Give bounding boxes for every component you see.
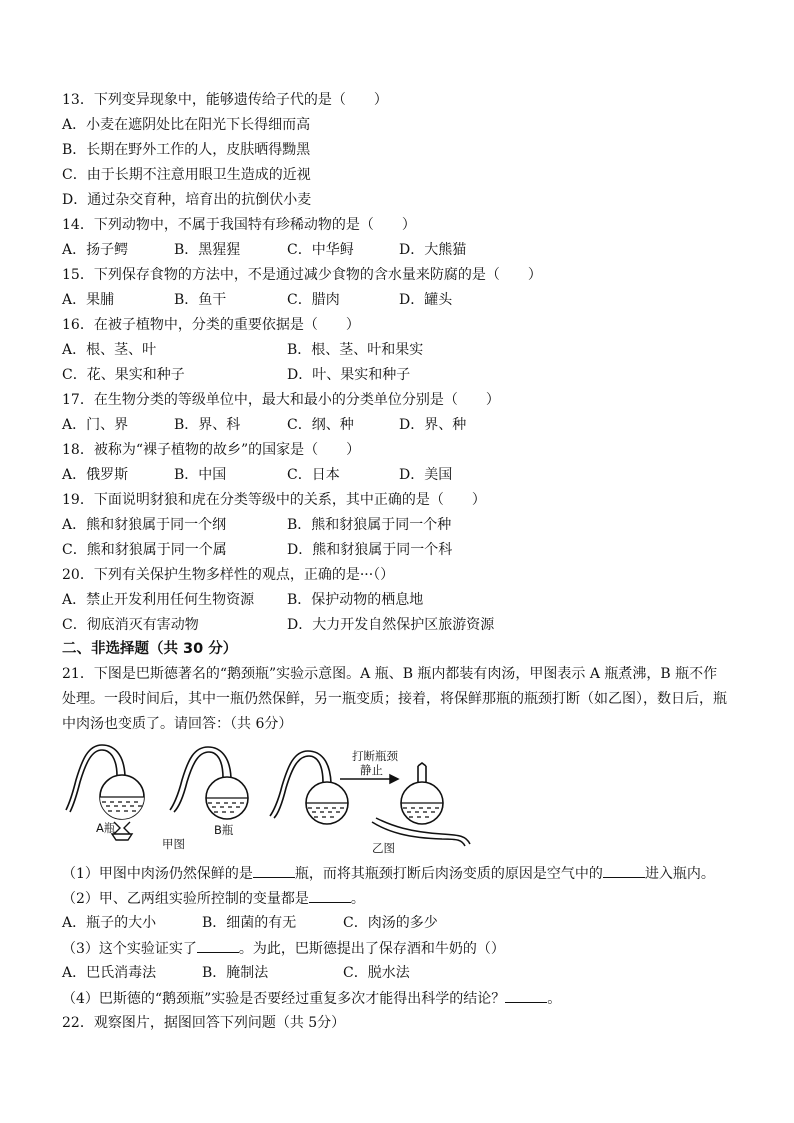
question-13-option-d: D．通过杂交育种，培育出的抗倒伏小麦 [62,192,312,208]
question-19-option-c: C．熊和豺狼属于同一个属 [62,542,227,558]
question-14-stem: 14．下列动物中，不属于我国特有珍稀动物的是（ ） [62,217,416,233]
question-18-option-c: C．日本 [287,467,340,483]
question-19-option-d: D．熊和豺狼属于同一个科 [287,542,453,558]
flask-a [66,745,148,821]
question-21-part-4: （4）巴斯德的“鹅颈瓶”实验是否要经过重复多次才能得出科学的结论？ 。 [62,988,561,1009]
label-figure-yi: 乙图 [372,841,395,855]
answer-blank[interactable] [197,938,239,953]
question-17-option-c: C．纲、种 [287,417,354,433]
flask-d [399,763,445,824]
question-18-option-d: D．美国 [399,467,453,483]
question-17-option-d: D．界、种 [399,417,467,433]
label-figure-jia: 甲图 [162,837,185,851]
question-13-stem: 13．下列变异现象中，能够遗传给子代的是（ ） [62,92,388,108]
label-flask-a: A瓶 [96,821,116,835]
question-14-option-b: B．黑猩猩 [174,242,241,258]
question-21-intro: 21．下图是巴斯德著名的“鹅颈瓶”实验示意图。A 瓶、B 瓶内都装有肉汤，甲图表示 A 瓶煮沸，B 瓶不作处理。一段时间后，其中一瓶仍然保鲜，另一瓶变质；接着，将保鲜那瓶的瓶颈打断（如乙图），数日后，瓶中肉汤也变质了。请回答：（共 6分） [62,666,727,732]
question-20-stem: 20．下列有关保护生物多样性的观点，正确的是···（） [62,567,395,583]
flask-c [270,751,350,824]
question-16-stem: 16．在被子植物中，分类的重要依据是（ ） [62,317,360,333]
question-21-3-option-c: C．脱水法 [343,965,410,981]
question-20-option-a: A．禁止开发利用任何生物资源 [62,592,255,608]
question-13-option-c: C．由于长期不注意用眼卫生造成的近视 [62,167,311,183]
question-19-option-b: B．熊和豺狼属于同一个种 [287,517,452,533]
question-16-option-b: B．根、茎、叶和果实 [287,342,424,358]
question-22-stem: 22．观察图片，据图回答下列问题（共 5分） [62,1015,346,1031]
question-21-part-1: （1）甲图中肉汤仍然保鲜的是 瓶，而将其瓶颈打断后肉汤变质的原因是空气中的 进入瓶内。 [62,863,715,884]
question-21-part-2: （2）甲、乙两组实验所控制的变量都是 。 [62,888,365,909]
question-21-2-option-b: B．细菌的有无 [202,915,297,931]
label-flask-b: B瓶 [214,823,234,837]
question-17-stem: 17．在生物分类的等级单位中，最大和最小的分类单位分别是（ ） [62,392,500,408]
question-21-2-option-c: C．肉汤的多少 [343,915,438,931]
question-16-option-c: C．花、果实和种子 [62,367,185,383]
question-16-option-a: A．根、茎、叶 [62,342,157,358]
question-14-option-d: D．大熊猫 [399,242,467,258]
question-15-option-a: A．果脯 [62,292,115,308]
question-15-stem: 15．下列保存食物的方法中，不是通过减少食物的含水量来防腐的是（ ） [62,267,542,283]
question-19-option-a: A．熊和豺狼属于同一个纲 [62,517,227,533]
question-20-option-b: B．保护动物的栖息地 [287,592,424,608]
swan-neck-flask-figure [62,742,492,857]
answer-blank[interactable] [505,988,547,1003]
question-18-stem: 18．被称为“裸子植物的故乡”的国家是（ ） [62,442,361,458]
question-16-option-d: D．叶、果实和种子 [287,367,411,383]
question-21-2-option-a: A．瓶子的大小 [62,915,157,931]
answer-blank[interactable] [253,863,295,878]
question-14-option-a: A．扬子鳄 [62,242,129,258]
question-19-stem: 19．下面说明豺狼和虎在分类等级中的关系，其中正确的是（ ） [62,492,486,508]
annotation-static: 静止 [360,763,383,777]
question-13-option-b: B．长期在野外工作的人，皮肤晒得黝黑 [62,142,311,158]
question-15-option-b: B．鱼干 [174,292,227,308]
question-21-3-option-b: B．腌制法 [202,965,269,981]
question-15-option-d: D．罐头 [399,292,453,308]
question-21-3-option-a: A．巴氏消毒法 [62,965,157,981]
section-heading: 二、非选择题（共 30 分） [62,641,238,657]
answer-blank[interactable] [309,888,351,903]
question-18-option-a: A．俄罗斯 [62,467,129,483]
annotation-break-neck: 打断瓶颈 [352,749,398,763]
question-21-part-3: （3）这个实验证实了 。为此，巴斯德提出了保存酒和牛奶的（） [62,938,505,959]
flask-b [170,747,250,819]
question-20-option-d: D．大力开发自然保护区旅游资源 [287,617,495,633]
question-15-option-c: C．腊肉 [287,292,340,308]
question-17-option-a: A．门、界 [62,417,129,433]
question-20-option-c: C．彻底消灭有害动物 [62,617,199,633]
question-18-option-b: B．中国 [174,467,227,483]
answer-blank[interactable] [603,863,645,878]
question-13-option-a: A．小麦在遮阴处比在阳光下长得细而高 [62,117,311,133]
question-17-option-b: B．界、科 [174,417,241,433]
question-14-option-c: C．中华鲟 [287,242,354,258]
